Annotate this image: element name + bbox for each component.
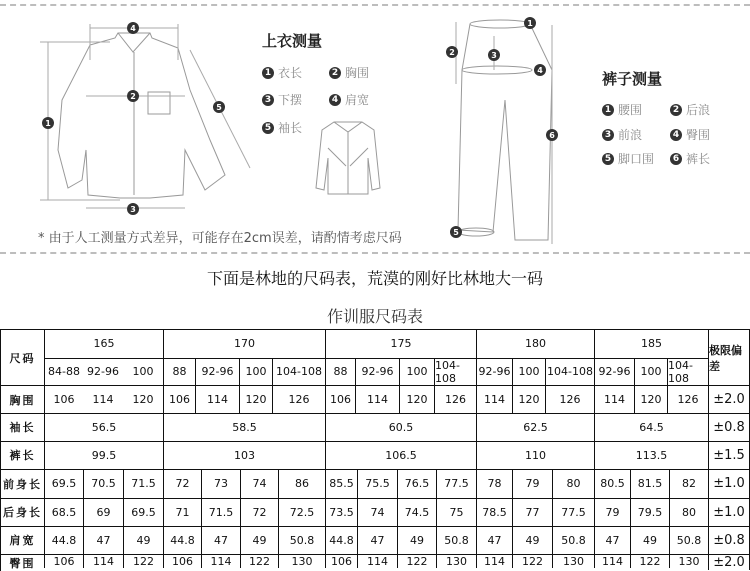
row-label-sleeve: 袖长 [0, 413, 44, 441]
row-label-front_length: 前身长 [0, 469, 44, 498]
sleeve-value: 64.5 [594, 413, 708, 441]
shirt-diagram-icon [30, 15, 260, 215]
pants_length-tolerance: ±1.5 [708, 441, 750, 469]
sub-size-header: 104-108 [667, 358, 708, 386]
front_length-value: 73 [201, 469, 240, 498]
row-label-hip: 臀围 [0, 554, 44, 571]
back_length-value: 74 [357, 498, 397, 526]
shoulder-value: 50.8 [278, 526, 325, 555]
row-label-back_length: 后身长 [0, 498, 44, 526]
front_length-value: 80 [552, 469, 594, 498]
shoulder-value: 47 [83, 526, 123, 555]
number-4-icon: 4 [670, 129, 682, 141]
svg-text:1: 1 [527, 19, 533, 28]
number-3-icon: 3 [602, 129, 614, 141]
svg-text:2: 2 [130, 92, 136, 101]
hip-value: 114 [476, 554, 512, 568]
hip-value: 122 [397, 554, 436, 568]
row-label-shoulder: 肩宽 [0, 526, 44, 555]
hip-value: 130 [436, 554, 476, 568]
chest-value: 106 [44, 385, 83, 413]
svg-text:3: 3 [491, 51, 497, 60]
chest-value: 126 [667, 385, 708, 413]
headline-note: 下面是林地的尺码表，荒漠的刚好比林地大一码 [206, 269, 543, 288]
sub-size-header: 100 [512, 358, 545, 386]
shoulder-value: 50.8 [436, 526, 476, 555]
svg-text:4: 4 [130, 24, 136, 33]
tolerance-header: 极限偏差 [708, 329, 750, 385]
hip-value: 130 [552, 554, 594, 568]
shirt-legend-2: 2 胸围 [329, 64, 369, 81]
svg-text:4: 4 [537, 66, 543, 75]
hip-tolerance: ±2.0 [708, 554, 750, 570]
front_length-tolerance: ±1.0 [708, 469, 750, 498]
shoulder-value: 49 [397, 526, 436, 555]
row-label-chest: 胸围 [0, 385, 44, 413]
back_length-value: 69 [83, 498, 123, 526]
shoulder-value: 50.8 [552, 526, 594, 555]
back_length-value: 78.5 [476, 498, 512, 526]
front_length-value: 69.5 [44, 469, 83, 498]
pants-legend-1: 1 腰围 [602, 101, 642, 118]
sub-size-header: 92-96 [195, 358, 239, 386]
sub-size-header: 88 [163, 358, 195, 386]
shirt-legend-5: 5 袖长 [262, 119, 302, 136]
pants_length-value: 99.5 [44, 441, 163, 469]
svg-text:2: 2 [449, 48, 455, 57]
hip-value: 114 [201, 554, 240, 568]
chest-value: 120 [634, 385, 667, 413]
front_length-value: 74 [240, 469, 278, 498]
pants-legend-2: 2 后浪 [670, 101, 710, 118]
shirt-legend-3: 3 下摆 [262, 91, 302, 108]
sub-size-header: 100 [123, 358, 163, 386]
shirt-legend-1: 1 衣长 [262, 64, 302, 81]
bottom-dashed-divider [0, 252, 750, 254]
chest-value: 120 [123, 385, 163, 413]
chest-value: 120 [399, 385, 434, 413]
back_length-value: 72.5 [278, 498, 325, 526]
measurement-illustration [0, 0, 750, 250]
number-4-icon: 4 [329, 94, 341, 106]
sleeve-value: 62.5 [476, 413, 594, 441]
shoulder-value: 44.8 [325, 526, 357, 555]
front_length-value: 82 [669, 469, 708, 498]
sleeve-value: 58.5 [163, 413, 325, 441]
sub-size-header: 104-108 [434, 358, 476, 386]
chest-value: 120 [512, 385, 545, 413]
pants_length-value: 106.5 [325, 441, 476, 469]
pants_length-value: 103 [163, 441, 325, 469]
front_length-value: 81.5 [630, 469, 669, 498]
hip-value: 114 [594, 554, 630, 568]
shirt-legend-4: 4 肩宽 [329, 91, 369, 108]
sub-size-header: 92-96 [594, 358, 634, 386]
back_length-value: 69.5 [123, 498, 163, 526]
back_length-value: 72 [240, 498, 278, 526]
number-2-icon: 2 [670, 104, 682, 116]
front_length-value: 70.5 [83, 469, 123, 498]
svg-text:6: 6 [549, 131, 555, 140]
shoulder-value: 49 [123, 526, 163, 555]
back_length-value: 75 [436, 498, 476, 526]
front_length-value: 75.5 [357, 469, 397, 498]
pants-legend-3: 3 前浪 [602, 126, 642, 143]
hip-value: 122 [512, 554, 552, 568]
size-label-cell: 尺码 [0, 329, 44, 385]
front_length-value: 85.5 [325, 469, 357, 498]
size-group-header: 175 [325, 329, 476, 358]
back_length-value: 71 [163, 498, 201, 526]
chest-tolerance: ±2.0 [708, 385, 750, 413]
sleeve-tolerance: ±0.8 [708, 413, 750, 441]
shoulder-value: 49 [630, 526, 669, 555]
number-3-icon: 3 [262, 94, 274, 106]
svg-text:3: 3 [130, 205, 136, 214]
back_length-tolerance: ±1.0 [708, 498, 750, 526]
shoulder-value: 47 [201, 526, 240, 555]
back_length-value: 77.5 [552, 498, 594, 526]
number-5-icon: 5 [602, 153, 614, 165]
hip-value: 122 [123, 554, 163, 568]
sub-size-header: 92-96 [355, 358, 399, 386]
front_length-value: 76.5 [397, 469, 436, 498]
hip-value: 114 [357, 554, 397, 568]
svg-text:5: 5 [453, 228, 459, 237]
jacket-sketch-icon [312, 118, 384, 198]
hip-value: 122 [240, 554, 278, 568]
shoulder-value: 50.8 [669, 526, 708, 555]
chest-value: 114 [83, 385, 123, 413]
pants_length-value: 113.5 [594, 441, 708, 469]
front_length-value: 72 [163, 469, 201, 498]
shoulder-value: 49 [512, 526, 552, 555]
pants_length-value: 110 [476, 441, 594, 469]
chest-value: 126 [434, 385, 476, 413]
number-5-icon: 5 [262, 122, 274, 134]
back_length-value: 79 [594, 498, 630, 526]
size-group-header: 170 [163, 329, 325, 358]
svg-text:1: 1 [45, 119, 51, 128]
sub-size-header: 100 [634, 358, 667, 386]
front_length-value: 77.5 [436, 469, 476, 498]
pants-measurement-title: 裤子测量 [602, 70, 663, 88]
chest-value: 114 [195, 385, 239, 413]
svg-text:5: 5 [216, 103, 222, 112]
sub-size-header: 100 [239, 358, 272, 386]
chest-value: 120 [239, 385, 272, 413]
back_length-value: 79.5 [630, 498, 669, 526]
chest-value: 114 [594, 385, 634, 413]
pants-legend-6: 6 裤长 [670, 150, 710, 167]
table-title: 作训服尺码表 [326, 307, 423, 326]
shoulder-value: 44.8 [44, 526, 83, 555]
chest-value: 114 [476, 385, 512, 413]
shoulder-value: 44.8 [163, 526, 201, 555]
back_length-value: 74.5 [397, 498, 436, 526]
sub-size-header: 104-108 [272, 358, 325, 386]
measurement-error-note: * 由于人工测量方式差异，可能存在2cm误差，请酌情考虑尺码 [38, 231, 402, 246]
chest-value: 126 [545, 385, 594, 413]
back_length-value: 73.5 [325, 498, 357, 526]
hip-value: 106 [325, 554, 357, 568]
front_length-value: 78 [476, 469, 512, 498]
shoulder-value: 47 [594, 526, 630, 555]
chest-value: 126 [272, 385, 325, 413]
hip-value: 130 [669, 554, 708, 568]
hip-value: 106 [44, 554, 83, 568]
number-2-icon: 2 [329, 67, 341, 79]
chest-value: 106 [325, 385, 355, 413]
back_length-value: 68.5 [44, 498, 83, 526]
front_length-value: 86 [278, 469, 325, 498]
row-label-pants_length: 裤长 [0, 441, 44, 469]
size-group-header: 180 [476, 329, 594, 358]
hip-value: 114 [83, 554, 123, 568]
hip-value: 130 [278, 554, 325, 568]
number-1-icon: 1 [262, 67, 274, 79]
hip-value: 106 [163, 554, 201, 568]
shirt-measurement-title: 上衣测量 [262, 32, 323, 50]
hip-value: 122 [630, 554, 669, 568]
sub-size-header: 88 [325, 358, 355, 386]
shoulder-value: 47 [357, 526, 397, 555]
size-group-header: 185 [594, 329, 708, 358]
pants-diagram-icon [440, 15, 580, 250]
number-6-icon: 6 [670, 153, 682, 165]
size-group-header: 165 [44, 329, 163, 358]
front_length-value: 80.5 [594, 469, 630, 498]
sub-size-header: 92-96 [83, 358, 123, 386]
pants-legend-4: 4 臀围 [670, 126, 710, 143]
sleeve-value: 60.5 [325, 413, 476, 441]
shoulder-tolerance: ±0.8 [708, 526, 750, 555]
number-1-icon: 1 [602, 104, 614, 116]
back_length-value: 77 [512, 498, 552, 526]
chest-value: 106 [163, 385, 195, 413]
pants-legend-5: 5 脚口围 [602, 150, 654, 167]
sub-size-header: 100 [399, 358, 434, 386]
chest-value: 114 [355, 385, 399, 413]
size-chart-table [0, 329, 750, 570]
sub-size-header: 104-108 [545, 358, 594, 386]
sub-size-header: 92-96 [476, 358, 512, 386]
shoulder-value: 49 [240, 526, 278, 555]
back_length-value: 80 [669, 498, 708, 526]
back_length-value: 71.5 [201, 498, 240, 526]
sleeve-value: 56.5 [44, 413, 163, 441]
front_length-value: 71.5 [123, 469, 163, 498]
sub-size-header: 84-88 [44, 358, 83, 386]
shoulder-value: 47 [476, 526, 512, 555]
front_length-value: 79 [512, 469, 552, 498]
